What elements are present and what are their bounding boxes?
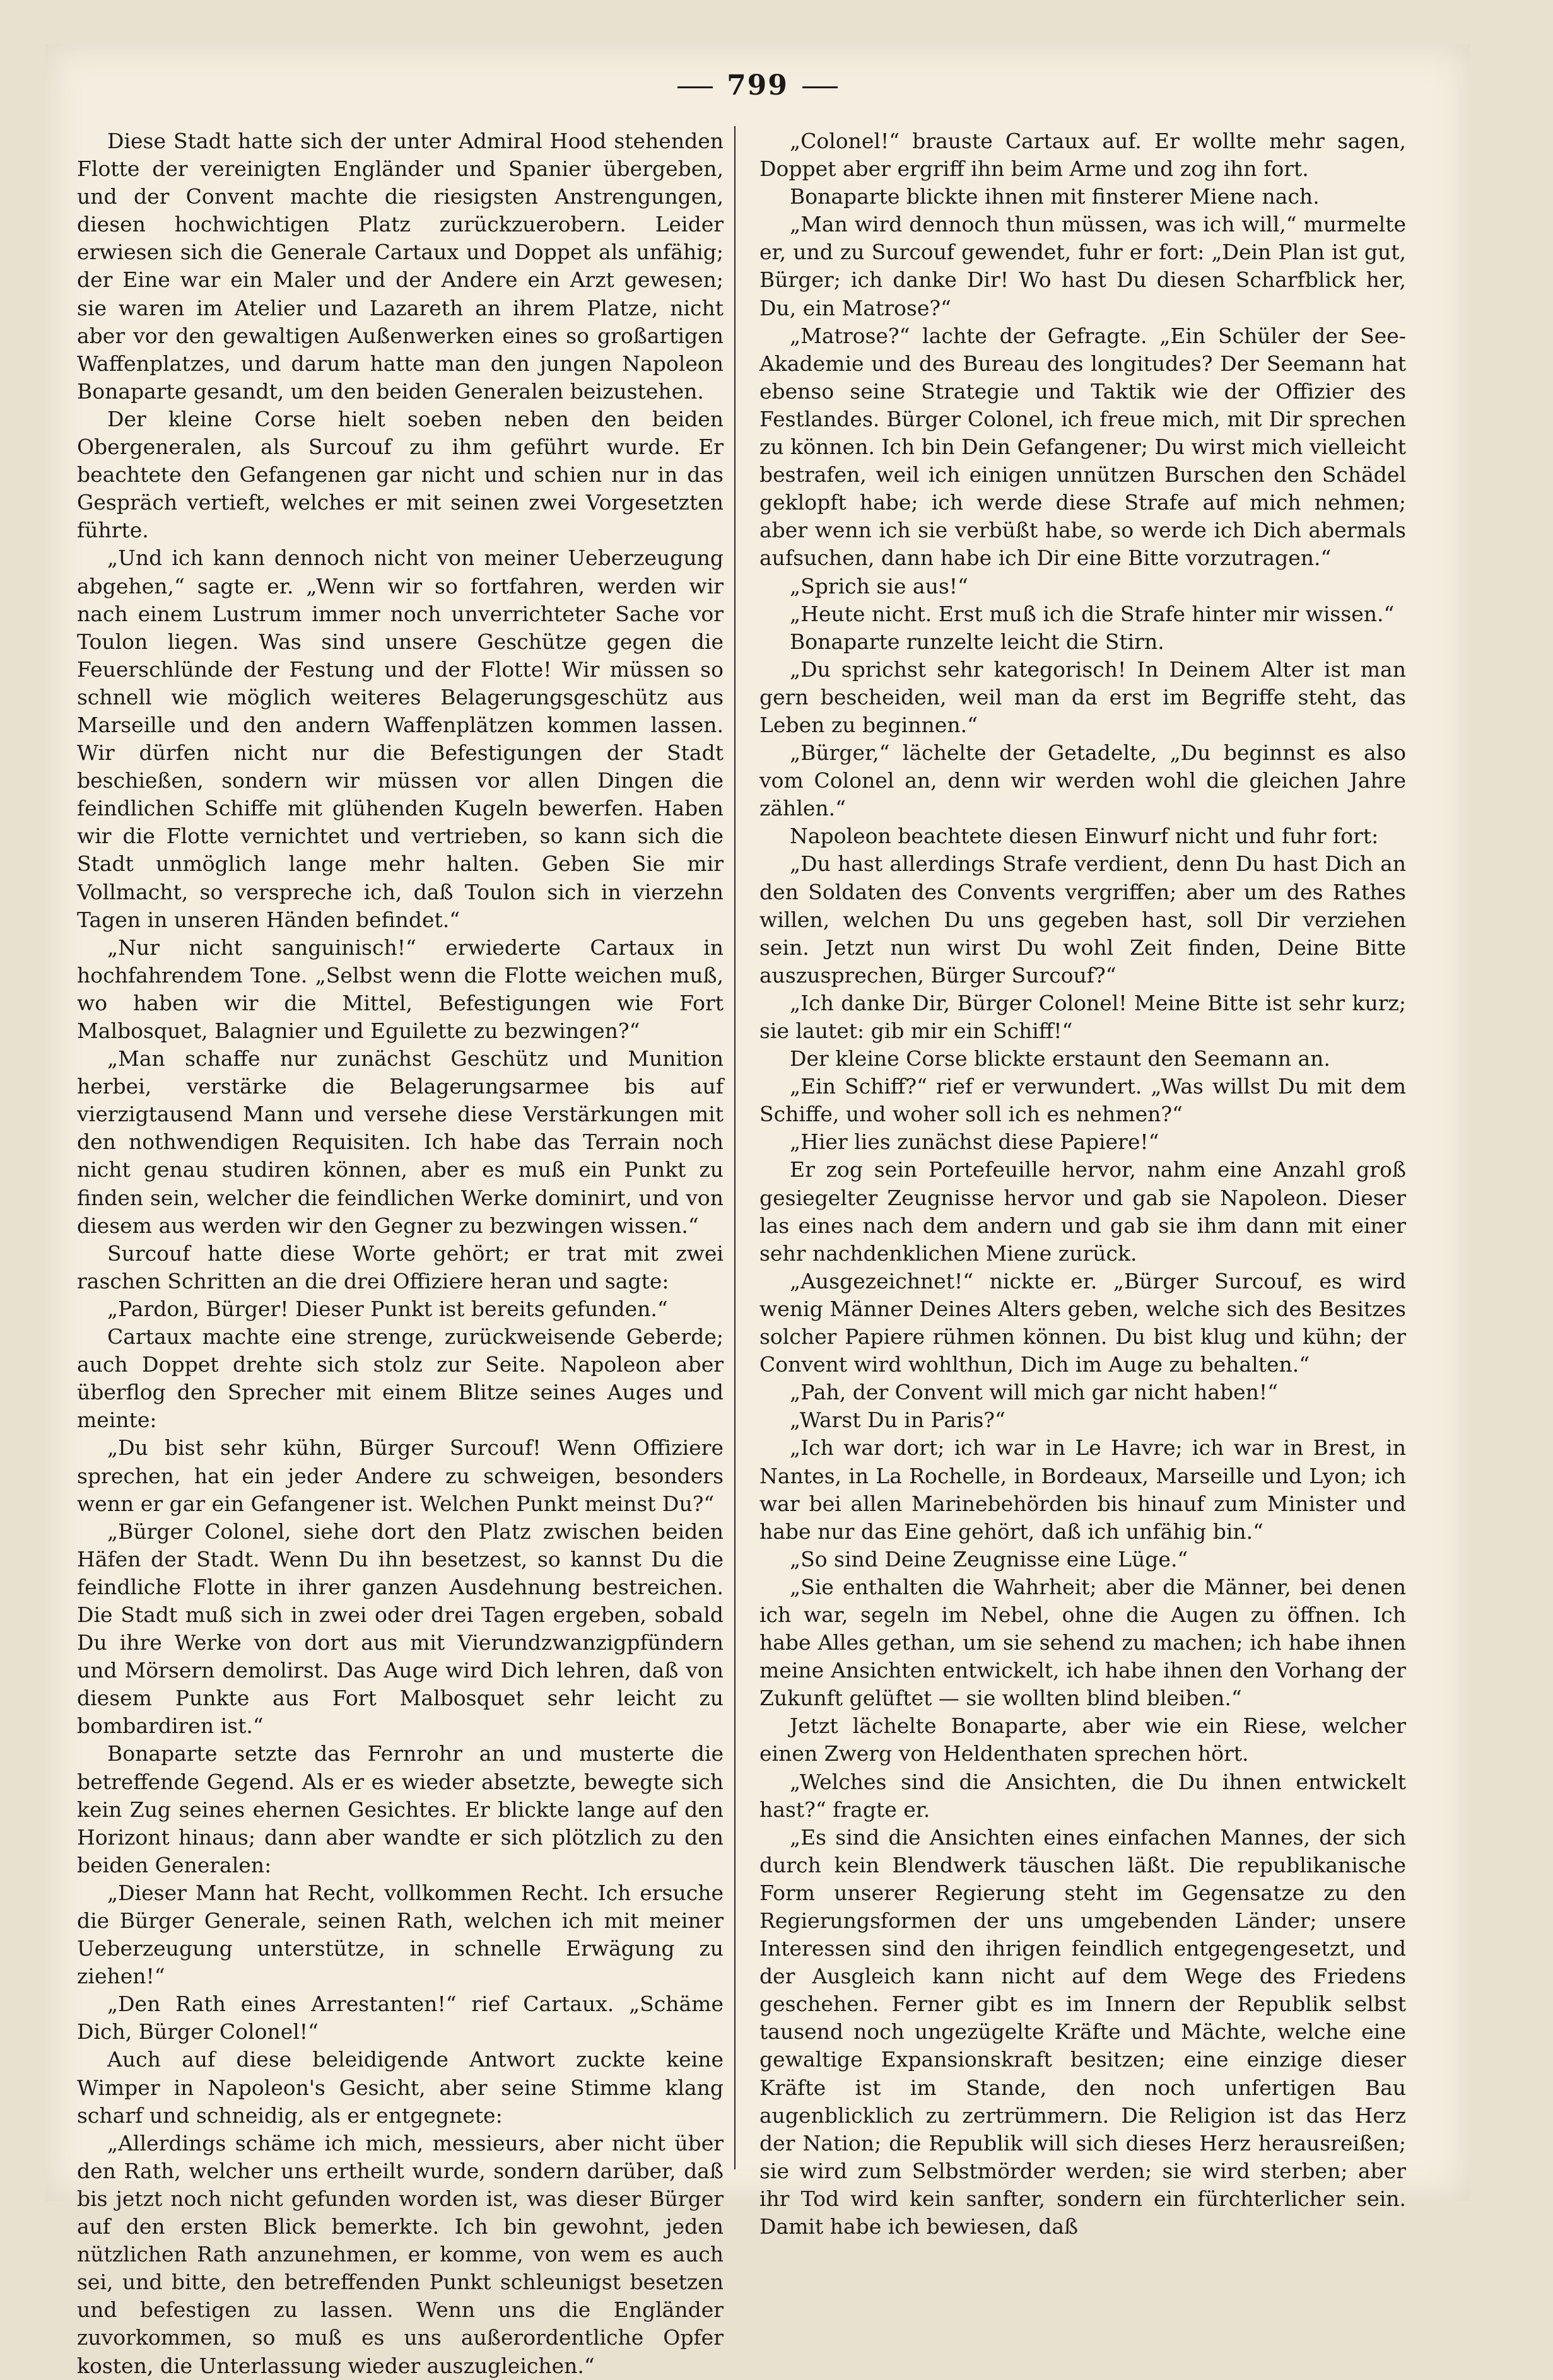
paragraph: Bonaparte runzelte leicht die Stirn. [790, 629, 1164, 654]
header-left-dash [677, 86, 713, 88]
paragraph: Der kleine Corse blickte erstaunt den Seemann an. [790, 1046, 1330, 1071]
header-right-dash [802, 86, 838, 88]
paragraph: „Und ich kann dennoch nicht von meiner Ueberzeugung abgehen,“ sagte er. „Wenn wir so fortfahren, werden wir nach einem Lustrum immer noch unverrichteter Sache vor Toulon liegen. Was sind unsere Geschütze gegen die Feuerschlünde der Festung und der Flotte! Wir müssen so schnell wie möglich weiteres Belagerungsgeschütz aus Marseille und den andern Waffenplätzen kommen lassen. Wir dürfen nicht nur die Befestigungen der Stadt beschießen, sondern wir müssen vor allen Dingen die feindlichen Schiffe mit glühenden Kugeln bewerfen. Haben wir die Flotte vernichtet und vertrieben, so kann sich die Stadt unmöglich lange mehr halten. Geben Sie mir Vollmacht, so verspreche ich, daß Toulon sich in vierzehn Tagen in unseren Händen befindet.“ [77, 545, 724, 932]
paragraph: Der kleine Corse hielt soeben neben den beiden Obergeneralen, als Surcouf zu ihm geführt wurde. Er beachtete den Gefangenen gar nicht und schien nur in das Gespräch vertieft, welches er mit seinen zwei Vorgesetzten führte. [77, 406, 724, 543]
paragraph: „Colonel!“ brauste Cartaux auf. Er wollte mehr sagen, Doppet aber ergriff ihn beim Arme und zog ihn fort. [759, 129, 1406, 182]
paragraph: „Pah, der Convent will mich gar nicht haben!“ [790, 1380, 1278, 1405]
paragraph: „Man schaffe nur zunächst Geschütz und Munition herbei, verstärke die Belagerungsarmee bis auf vierzigtausend Mann und versehe diese Verstärkungen mit den nothwendigen Requisiten. Ich habe das Terrain noch nicht genau studiren können, aber es muß ein Punkt zu finden sein, welcher die feindlichen Werke dominirt, und von diesem aus werden wir den Gegner zu bezwingen wissen.“ [77, 1046, 724, 1238]
paragraph: „Dieser Mann hat Recht, vollkommen Recht. Ich ersuche die Bürger Generale, seinen Rath, welchen ich mit meiner Ueberzeugung unterstütze, in schnelle Erwägung zu ziehen!“ [77, 1880, 724, 1989]
paragraph: „Bürger,“ lächelte der Getadelte, „Du beginnst es also vom Colonel an, denn wir werden wohl die gleichen Jahre zählen.“ [759, 740, 1406, 821]
page-header [45, 69, 1470, 102]
paragraph: Cartaux machte eine strenge, zurückweisende Geberde; auch Doppet drehte sich stolz zur Seite. Napoleon aber überflog den Sprecher mit einem Blitze seines Auges und meinte: [77, 1324, 724, 1433]
paragraph: „Matrose?“ lachte der Gefragte. „Ein Schüler der See-Akademie und des Bureau des longitudes? Der Seemann hat ebenso seine Strategie und Taktik wie der Offizier des Festlandes. Bürger Colonel, ich freue mich, mit Dir sprechen zu können. Ich bin Dein Gefangener; Du wirst mich vielleicht bestrafen, weil ich einigen unnützen Burschen den Schädel geklopft habe; ich werde diese Strafe auf mich nehmen; aber wenn ich sie verbüßt habe, so werde ich Dich abermals aufsuchen, dann habe ich Dir eine Bitte vorzutragen.“ [759, 323, 1406, 571]
paragraph: „Nur nicht sanguinisch!“ erwiederte Cartaux in hochfahrendem Tone. „Selbst wenn die Flotte weichen muß, wo haben wir die Mittel, Befestigungen wie Fort Malbosquet, Balagnier und Eguilette zu bezwingen?“ [77, 935, 724, 1043]
paragraph: „Ein Schiff?“ rief er verwundert. „Was willst Du mit dem Schiffe, und woher soll ich es nehmen?“ [759, 1074, 1406, 1127]
paragraph: „Sie enthalten die Wahrheit; aber die Männer, bei denen ich war, segeln im Nebel, ohne die Augen zu öffnen. Ich habe Alles gethan, um sie sehend zu machen; ich habe ihnen meine Ansichten entwickelt, ich habe ihnen den Vorhang der Zukunft gelüftet — sie wollten blind bleiben.“ [759, 1574, 1406, 1711]
paragraph: „Den Rath eines Arrestanten!“ rief Cartaux. „Schäme Dich, Bürger Colonel!“ [77, 1992, 724, 2045]
right-column [759, 127, 1406, 2241]
newspaper-page [45, 44, 1470, 2378]
paragraph: „Du hast allerdings Strafe verdient, denn Du hast Dich an den Soldaten des Convents vergriffen; aber um des Rathes willen, welchen Du uns gegeben hast, soll Dir verziehen sein. Jetzt nun wirst Du wohl Zeit finden, Deine Bitte auszusprechen, Bürger Surcouf?“ [759, 851, 1406, 988]
column-divider [734, 126, 735, 2169]
paragraph: „Du sprichst sehr kategorisch! In Deinem Alter ist man gern bescheiden, weil man da erst im Begriffe steht, das Leben zu beginnen.“ [759, 656, 1406, 737]
paragraph: Bonaparte setzte das Fernrohr an und musterte die betreffende Gegend. Als er es wieder absetzte, bewegte sich kein Zug seines ehernen Gesichtes. Er blickte lange auf den Horizont hinaus; dann aber wandte er sich plötzlich zu den beiden Generalen: [77, 1741, 724, 1877]
paragraph: „Hier lies zunächst diese Papiere!“ [790, 1129, 1159, 1155]
paragraph: Napoleon beachtete diesen Einwurf nicht und fuhr fort: [790, 824, 1379, 849]
paragraph: „Sprich sie aus!“ [790, 573, 968, 598]
left-column [77, 127, 724, 2380]
paragraph: Auch auf diese beleidigende Antwort zuckte keine Wimper in Napoleon's Gesicht, aber seine Stimme klang scharf und schneidig, als er entgegnete: [77, 2047, 724, 2128]
paragraph: Surcouf hatte diese Worte gehört; er trat mit zwei raschen Schritten an die drei Offiziere heran und sagte: [77, 1240, 724, 1293]
paragraph: „Pardon, Bürger! Dieser Punkt ist bereits gefunden.“ [107, 1296, 668, 1321]
paragraph: Er zog sein Portefeuille hervor, nahm eine Anzahl groß gesiegelter Zeugnisse hervor und gab sie Napoleon. Dieser las eines nach dem andern und gab sie ihm dann mit einer sehr nachdenklichen Miene zurück. [759, 1157, 1406, 1266]
paragraph: „Welches sind die Ansichten, die Du ihnen entwickelt hast?“ fragte er. [759, 1769, 1406, 1822]
paragraph: „Du bist sehr kühn, Bürger Surcouf! Wenn Offiziere sprechen, hat ein jeder Andere zu schweigen, besonders wenn er gar ein Gefangener ist. Welchen Punkt meinst Du?“ [77, 1435, 724, 1516]
paragraph: Bonaparte blickte ihnen mit finsterer Miene nach. [790, 184, 1320, 209]
paragraph: Jetzt lächelte Bonaparte, aber wie ein Riese, welcher einen Zwerg von Heldenthaten sprechen hört. [759, 1713, 1406, 1766]
paragraph: „Warst Du in Paris?“ [790, 1408, 1005, 1433]
paragraph: Diese Stadt hatte sich der unter Admiral Hood stehenden Flotte der vereinigten Engländer und Spanier übergeben, und der Convent machte die riesigsten Anstrengungen, diesen hochwichtigen Platz zurückzuerobern. Leider erwiesen sich die Generale Cartaux und Doppet als unfähig; der Eine war ein Maler und der Andere ein Arzt gewesen; sie waren im Atelier und Lazareth an ihrem Platze, nicht aber vor den gewaltigen Außenwerken eines so großartigen Waffenplatzes, und darum hatte man den jungen Napoleon Bonaparte gesandt, um den beiden Generalen beizustehen. [77, 129, 724, 404]
paragraph: „Heute nicht. Erst muß ich die Strafe hinter mir wissen.“ [790, 601, 1395, 626]
paragraph: „Ich war dort; ich war in Le Havre; ich war in Brest, in Nantes, in La Rochelle, in Bordeaux, Marseille und Lyon; ich war bei allen Marinebehörden bis hinauf zum Minister und habe nur das Eine gehört, daß ich unfähig bin.“ [759, 1435, 1406, 1544]
paragraph: „Allerdings schäme ich mich, messieurs, aber nicht über den Rath, welcher uns ertheilt wurde, sondern darüber, daß bis jetzt noch nicht gefunden worden ist, was dieser Bürger auf den ersten Blick bemerkte. Ich bin gewohnt, jeden nützlichen Rath anzunehmen, er komme, von wem es auch sei, und bitte, den betreffenden Punkt schleunigst besetzen und befestigen zu lassen. Wenn uns die Engländer zuvorkommen, so muß es uns außerordentliche Opfer kosten, die Unterlassung wieder auszugleichen.“ [77, 2130, 724, 2378]
page-number: 799 [727, 69, 788, 102]
paragraph: „Man wird dennoch thun müssen, was ich will,“ murmelte er, und zu Surcouf gewendet, fuhr er fort: „Dein Plan ist gut, Bürger; ich danke Dir! Wo hast Du diesen Scharfblick her, Du, ein Matrose?“ [759, 212, 1406, 320]
paragraph: „Bürger Colonel, siehe dort den Platz zwischen beiden Häfen der Stadt. Wenn Du ihn besetzest, so kannst Du die feindliche Flotte in ihrer ganzen Ausdehnung bestreichen. Die Stadt muß sich in zwei oder drei Tagen ergeben, sobald Du ihre Werke von dort aus mit Vierundzwanzigpfündern und Mörsern demolirst. Das Auge wird Dich lehren, daß von diesem Punkte aus Fort Malbosquet sehr leicht zu bombardiren ist.“ [77, 1519, 724, 1739]
paragraph: „Ich danke Dir, Bürger Colonel! Meine Bitte ist sehr kurz; sie lautet: gib mir ein Schiff!“ [759, 990, 1406, 1043]
paragraph: „So sind Deine Zeugnisse eine Lüge.“ [790, 1546, 1188, 1572]
paragraph: „Es sind die Ansichten eines einfachen Mannes, der sich durch kein Blendwerk täuschen läßt. Die republikanische Form unserer Regierung steht im Gegensatze zu den Regierungsformen der uns umgebenden Länder; unsere Interessen sind den ihrigen feindlich entgegengesetzt, und der Ausgleich kann nicht auf dem Wege des Friedens geschehen. Ferner gibt es im Innern der Republik selbst tausend noch ungezügelte Kräfte und Mächte, welche eine gewaltige Expansionskraft besitzen; eine einzige dieser Kräfte ist im Stande, den noch unfertigen Bau augenblicklich zu zertrümmern. Die Religion ist das Herz der Nation; die Republik will sich dieses Herz herausreißen; sie wird zum Selbstmörder werden; sie wird sterben; aber ihr Tod wird kein sanfter, sondern ein fürchterlicher sein. Damit habe ich bewiesen, daß [759, 1824, 1406, 2239]
paragraph: „Ausgezeichnet!“ nickte er. „Bürger Surcouf, es wird wenig Männer Deines Alters geben, welche sich des Besitzes solcher Papiere rühmen können. Du bist klug und kühn; der Convent wird wohlthun, Dich im Auge zu behalten.“ [759, 1268, 1406, 1377]
